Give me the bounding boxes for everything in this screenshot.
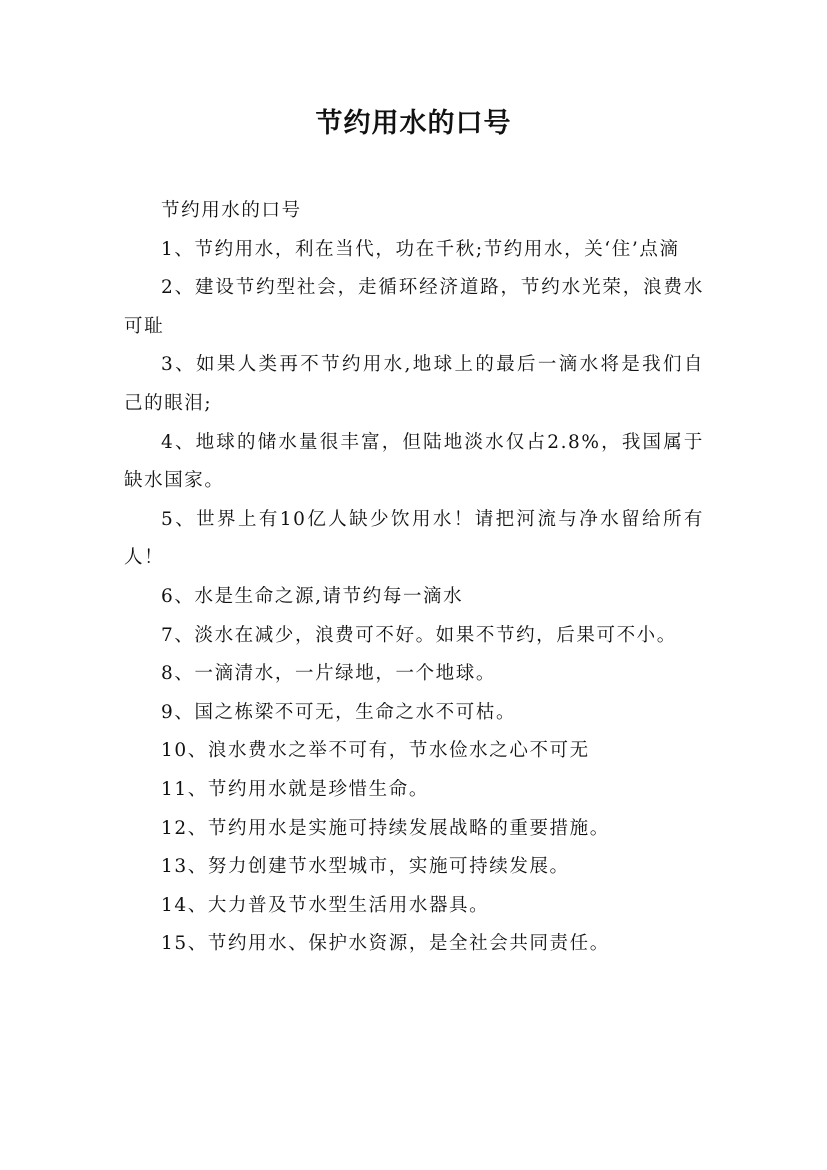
slogan-11: 11、节约用水就是珍惜生命。 <box>161 778 429 800</box>
slogan-6: 6、水是生命之源,请节约每一滴水 <box>161 585 464 607</box>
slogan-4: 4、地球的储水量很丰富，但陆地淡水仅占2.8%，我国属于缺水国家。 <box>124 431 704 492</box>
slogan-3: 3、如果人类再不节约用水,地球上的最后一滴水将是我们自己的眼泪; <box>124 354 704 414</box>
document-title: 节约用水的口号 <box>315 108 512 139</box>
slogan-5: 5、世界上有10亿人缺少饮用水！请把河流与净水留给所有人！ <box>124 508 704 569</box>
slogan-7: 7、淡水在减少，浪费可不好。如果不节约，后果可不小。 <box>161 624 677 646</box>
slogan-2: 2、建设节约型社会，走循环经济道路，节约水光荣，浪费水可耻 <box>124 277 704 337</box>
slogan-10: 10、浪水费水之举不可有，节水俭水之心不可无 <box>161 740 590 762</box>
slogan-8: 8、一滴清水，一片绿地，一个地球。 <box>161 663 496 685</box>
slogan-1: 1、节约用水，利在当代，功在千秋;节约用水，关‘住’点滴 <box>161 238 680 260</box>
paragraph-heading: 节约用水的口号 <box>161 200 302 221</box>
slogan-12: 12、节约用水是实施可持续发展战略的重要措施。 <box>161 817 610 839</box>
slogan-14: 14、大力普及节水型生活用水器具。 <box>161 894 490 916</box>
document-body <box>124 192 704 964</box>
slogan-13: 13、努力创建节水型城市，实施可持续发展。 <box>161 856 570 878</box>
slogan-15: 15、节约用水、保护水资源，是全社会共同责任。 <box>161 933 610 955</box>
slogan-9: 9、国之栋梁不可无，生命之水不可枯。 <box>161 701 517 723</box>
